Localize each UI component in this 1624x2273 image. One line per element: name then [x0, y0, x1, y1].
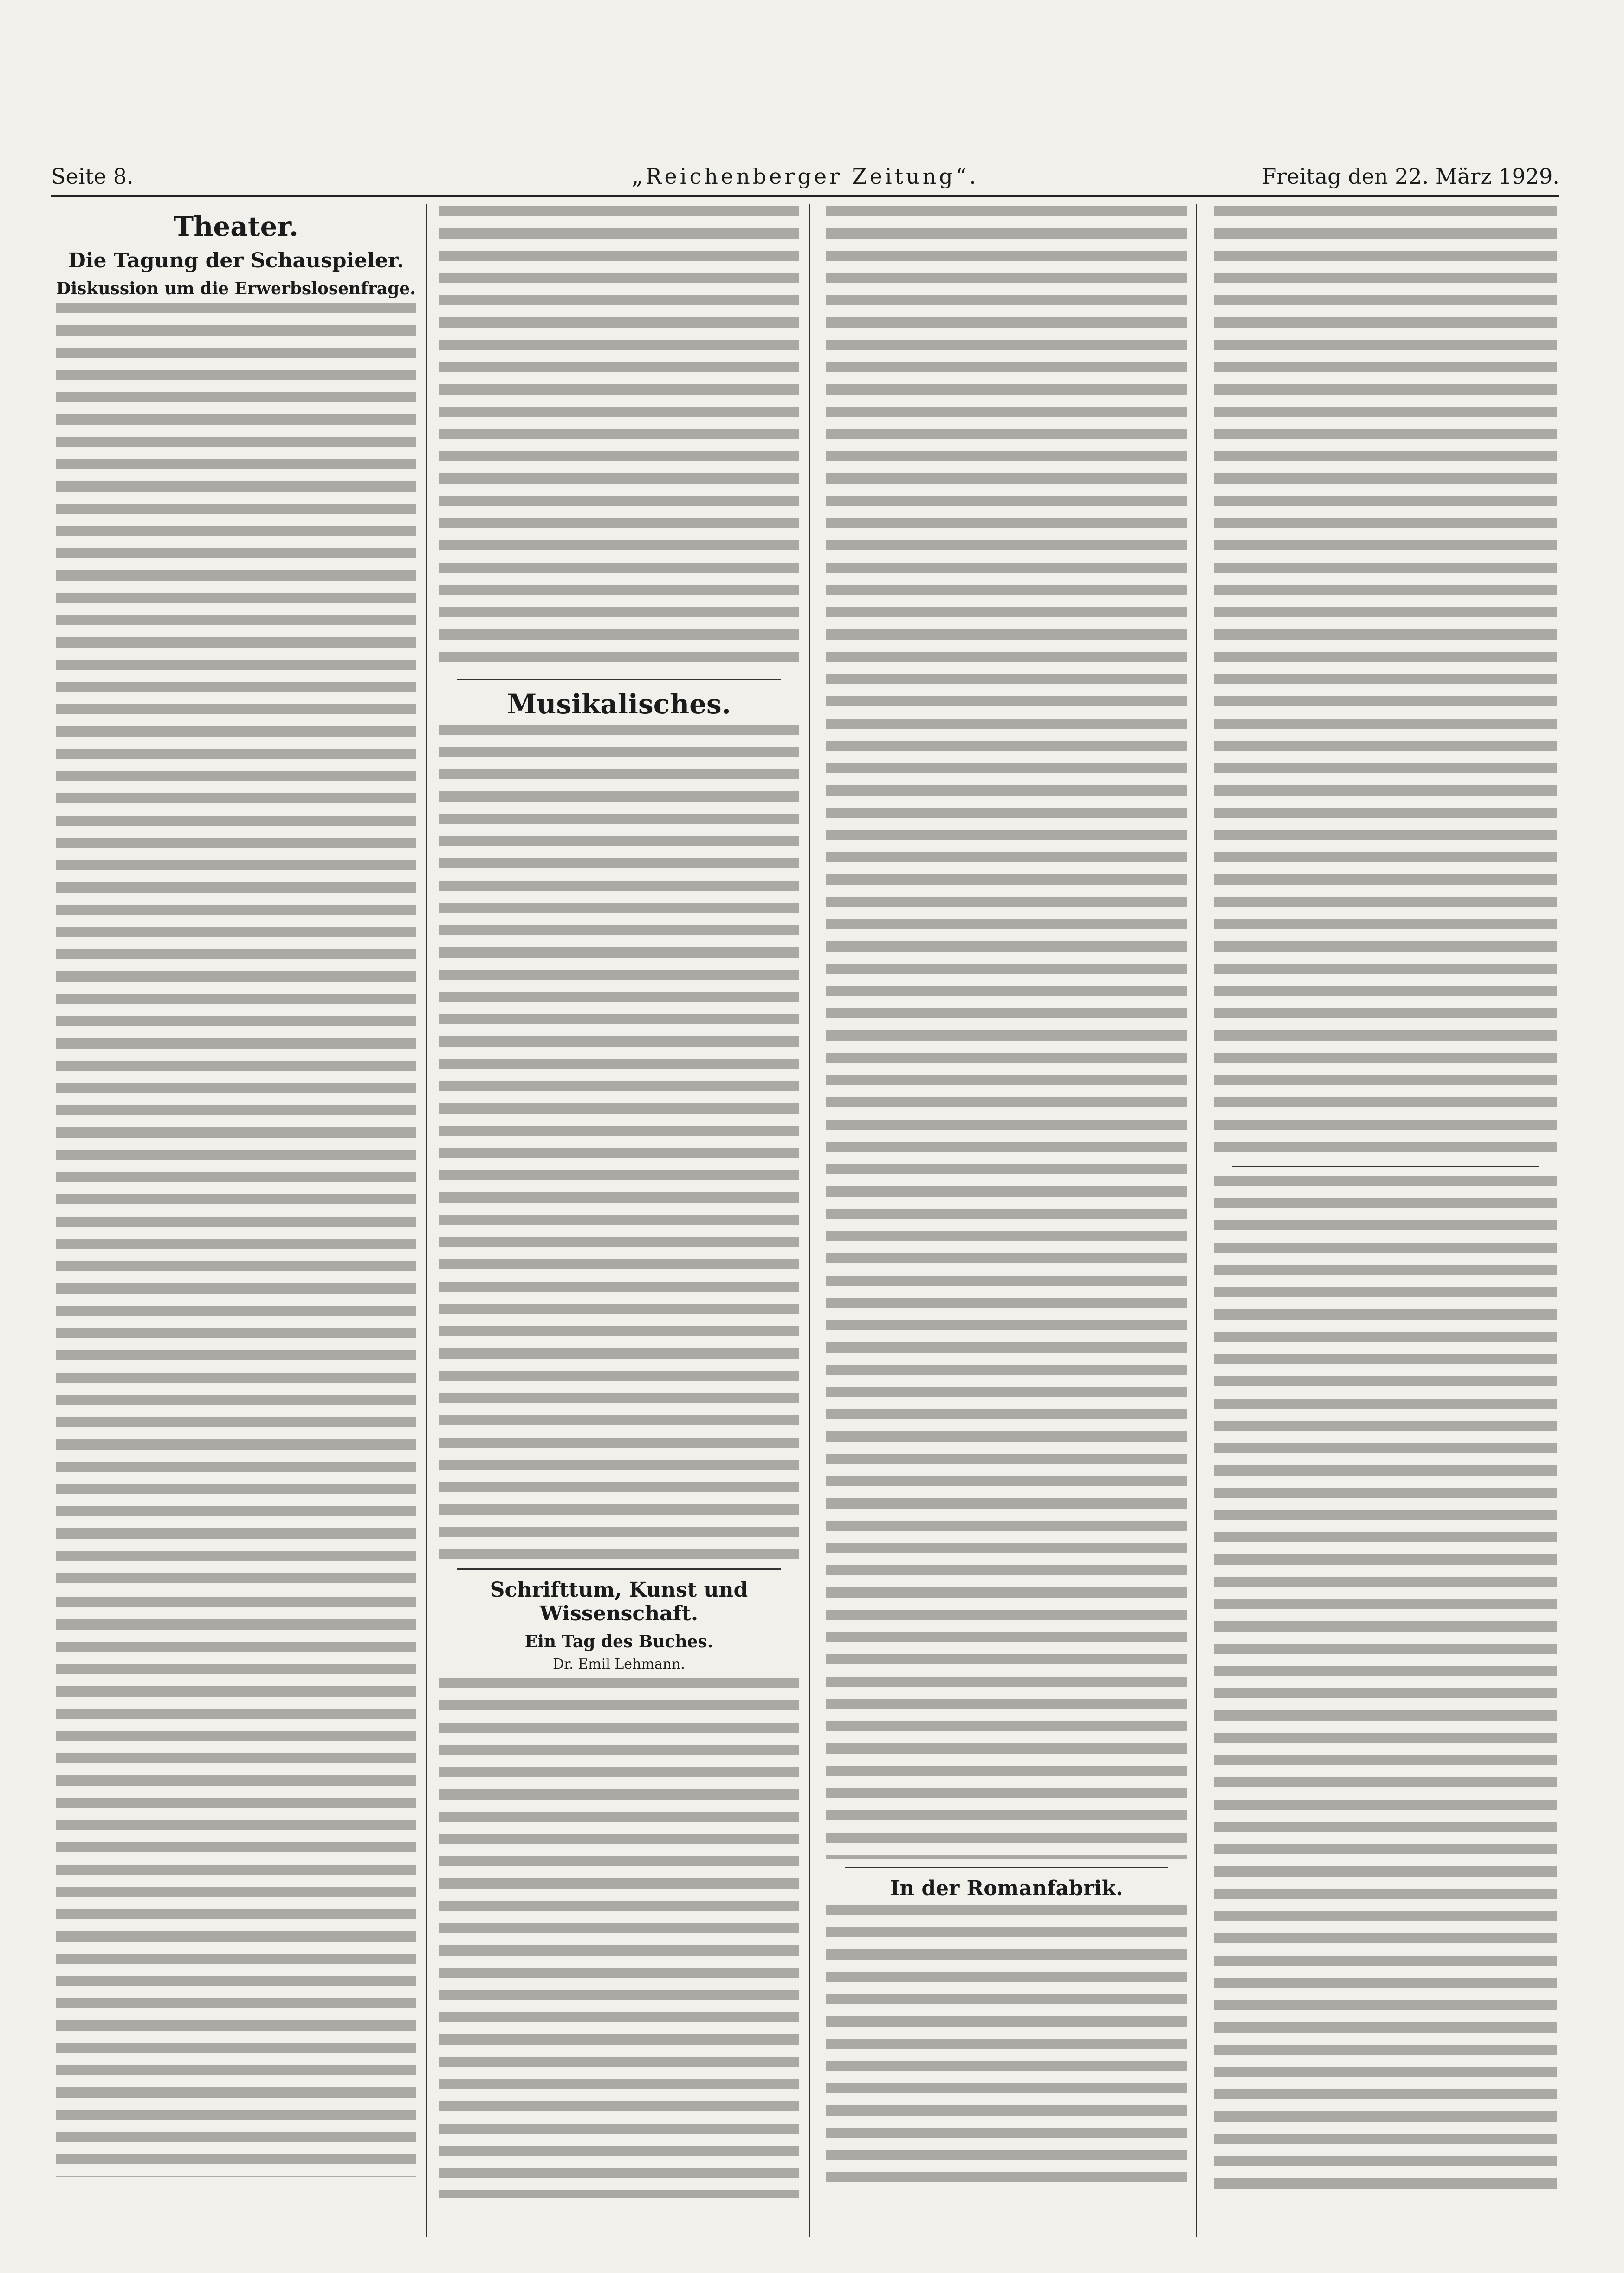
section-heading-books: Schrifttum, Kunst und Wissenschaft. [490, 1578, 748, 1625]
section-heading-theater: Theater. [174, 211, 298, 242]
article-heading: In der Romanfabrik. [890, 1877, 1123, 1900]
article-text-block [56, 1597, 416, 2177]
column-1 [56, 204, 427, 2237]
section-rule [845, 1867, 1168, 1868]
article-text-block [56, 303, 416, 1036]
section-rule [1232, 1166, 1539, 1167]
article-text-block [1214, 206, 1557, 1158]
page-number: Seite 8. [51, 164, 134, 189]
notices-text-block [1214, 1176, 1557, 2197]
section-rule [457, 1568, 781, 1570]
article-text-block [56, 1038, 416, 1595]
column-2 [439, 204, 810, 2237]
masthead-rule [51, 195, 1559, 197]
section-heading-music: Musikalisches. [507, 688, 731, 720]
byline: Dr. Emil Lehmann. [553, 1656, 685, 1672]
masthead [51, 162, 1559, 190]
article-heading: Die Tagung der Schauspieler. [68, 249, 404, 272]
column-4 [1214, 204, 1566, 2237]
column-3 [826, 204, 1197, 2237]
section-rule [457, 679, 781, 680]
issue-date: Freitag den 22. März 1929. [1262, 164, 1559, 189]
article-text-block [439, 206, 799, 670]
article-text-block [826, 206, 1187, 1859]
newspaper-title: „Reichenberger Zeitung“. [632, 164, 979, 189]
article-text-block [439, 725, 799, 1560]
article-text-block [826, 1905, 1187, 2183]
article-subheading: Diskussion um die Erwerbslosenfrage. [56, 279, 416, 298]
article-text-block [439, 1678, 799, 2198]
article-heading: Ein Tag des Buches. [524, 1632, 713, 1651]
